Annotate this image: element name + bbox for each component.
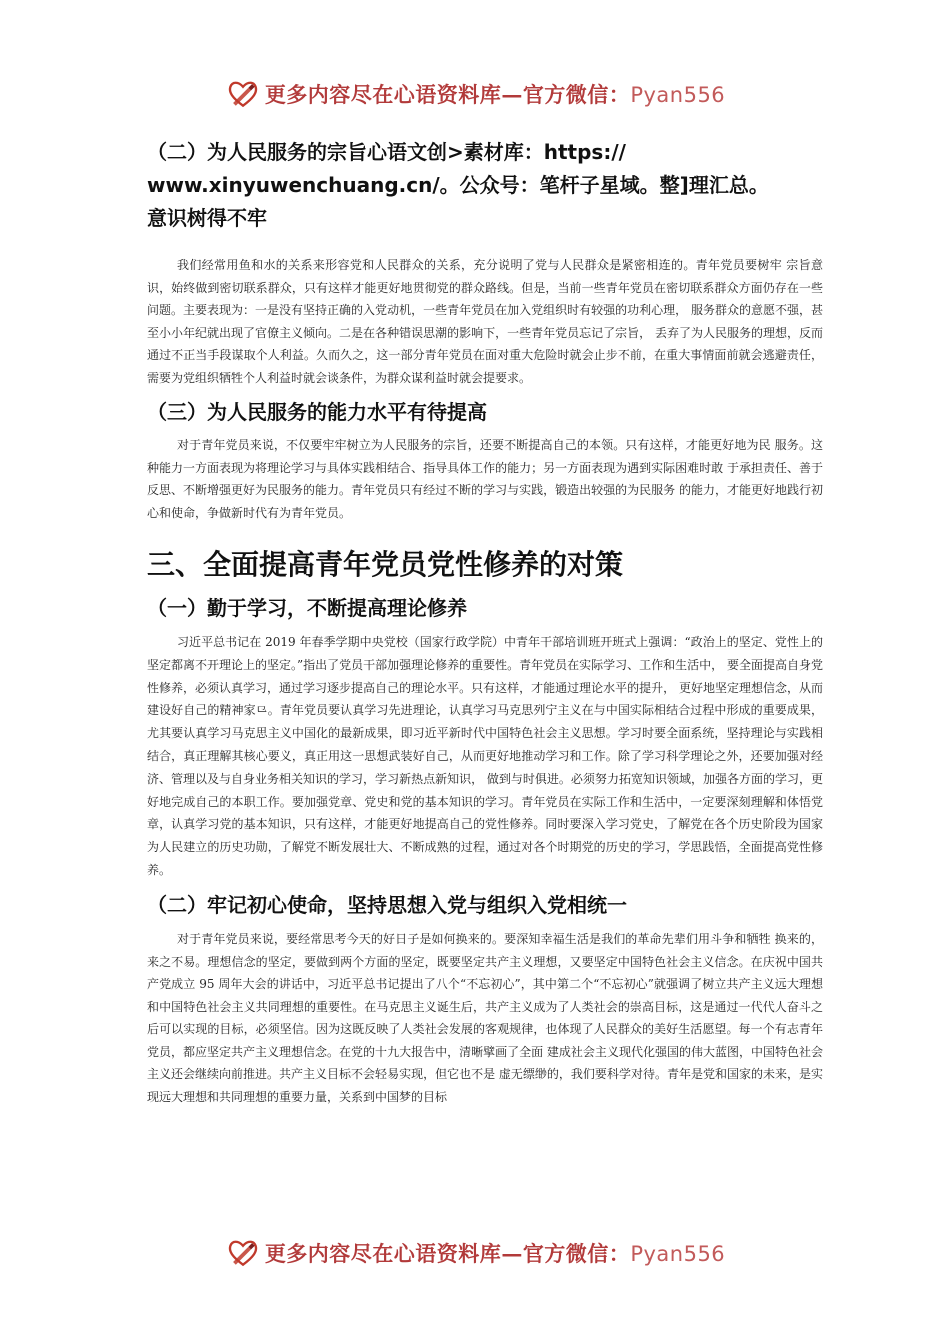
section-two-paragraph: 我们经常用鱼和水的关系来形容党和人民群众的关系，充分说明了党与人民群众是紧密相连的。青年党员要树牢 宗旨意识，始终做到密切联系群众，只有这样才能更好地贯彻党的群众路线。但是，当前一些青年党员在密切联系群众方面仍存在一些问题。主要表现为：一是没有坚持正确的入党动机，一些青年党员在加入党组织时有较强的功利心理， 服务群众的意愿不强，甚至小小年纪就出现了官僚主义倾向。二是在各种错误思潮的影响下，一些青年党员忘记了宗旨， 丢弃了为人民服务的理想，反而通过不正当手段谋取个人利益。久而久之，这一部分青年党员在面对重大危险时就会止步不前，在重大事情面前就会逃避责任，需要为党组织牺牲个人利益时就会谈条件，为群众谋利益时就会提要求。 [147,258,823,385]
heart-pen-logo-icon [225,1235,261,1271]
subsection-one-paragraph: 习近平总书记在 2019 年春季学期中央党校（国家行政学院）中青年干部培训班开班式上强调：“政治上的坚定、党性上的坚定都离不开理论上的坚定。”指出了党员干部加强理论修养的重要性。青年党员在实际学习、工作和生活中， 要全面提高自身党性修养，必须认真学习，通过学习逐步提高自己的理论水平。只有这样，才能通过理论水平的提升， 更好地坚定理想信念，从而建设好自己的精神家⺋。青年党员要认真学习先进理论，认真学习马克思列宁主义在与中国实际相结合过程中形成的重要成果，尤其要认真学习马克思主义中国化的最新成果，即习近平新时代中国特色社会主义思想。学习时要全面系统，坚持理论与实践相结合，真正理解其核心要义，真正用这一思想武装好自己，从而更好地推动学习和工作。除了学习科学理论之外，还要加强对经济、管理以及与自身业务相关知识的学习，学习新热点新知识， 做到与时俱进。必须努力拓宽知识领域，加强各方面的学习，更好地完成自己的本职工作。要加强党章、党史和党的基本知识的学习。青年党员在实际工作和生活中，一定要深刻理解和体悟党章，认真学习党的基本知识，只有这样，才能更好地提高自己的党性修养。同时要深入学习党史，了解党在各个历史阶段为国家为人民建立的历史功勋，了解党不断发展壮大、不断成熟的过程，通过对各个时期党的历史的学习，学思践悟，全面提高党性修养。 [147,635,823,877]
watermark-text: 更多内容尽在心语资料库—官方微信：Pyan556 [264,1241,726,1266]
section-three-paragraph: 对于青年党员来说，不仅要牢牢树立为人民服务的宗旨，还要不断提高自己的本领。只有这样，才能更好地为民 服务。这种能力一方面表现为将理论学习与具体实践相结合、指导具体工作的能力；另一方面表现为遇到实际困难时敢 于承担责任、善于反思、不断增强更好为民服务的能力。青年党员只有经过不断的学习与实践，锻造出较强的为民服务 的能力，才能更好地践行初心和使命，争做新时代有为青年党员。 [147,438,823,520]
watermark-text: 更多内容尽在心语资料库—官方微信：Pyan556 [264,82,726,107]
heart-pen-logo-icon [225,76,261,112]
section-two-heading [147,136,823,235]
subsection-one-title: （一）勤于学习，不断提高理论修养 [147,596,467,620]
section-title-line: （二）为人民服务的宗旨心语文创>素材库：https:// [147,140,626,164]
watermark-banner-top [0,74,950,114]
section-title-line: www.xinyuwenchuang.cn/。公众号：笔杆子星域。整]理汇总。 [147,173,769,197]
part-three-title: 三、全面提高青年党员党性修养的对策 [147,548,624,581]
section-three-title: （三）为人民服务的能力水平有待提高 [147,400,487,424]
subsection-two-paragraph: 对于青年党员来说，要经常思考今天的好日子是如何换来的。要深知幸福生活是我们的革命先辈们用斗争和牺牲 换来的，来之不易。理想信念的坚定，要做到两个方面的坚定，既要坚定共产主义理想，又要坚定中国特色社会主义信念。在庆祝中国共产党成立 95 周年大会的讲话中，习近平总书记提出了八个“不忘初心”，其中第二个“不忘初心”就强调了树立共产主义远大理想和中国特色社会主义共同理想的重要性。在马克思主义诞生后，共产主义成为了人类社会的崇高目标，这是通过一代代人奋斗之后可以实现的目标，必须坚信。因为这既反映了人类社会发展的客观规律，也体现了人民群众的美好生活愿望。每一个有志青年党员，都应坚定共产主义理想信念。在党的十九大报告中，清晰擘画了全面 建成社会主义现代化强国的伟大蓝图，中国特色社会主义还会继续向前推进。共产主义目标不会轻易实现，但它也不是 虚无缥缈的，我们要科学对待。青年是党和国家的未来，是实现远大理想和共同理想的重要力量，关系到中国梦的目标 [147,932,823,1104]
subsection-two-title: （二）牢记初心使命，坚持思想入党与组织入党相统一 [147,893,627,917]
watermark-banner-bottom [0,1233,950,1273]
section-title-line: 意识树得不牢 [147,206,267,230]
